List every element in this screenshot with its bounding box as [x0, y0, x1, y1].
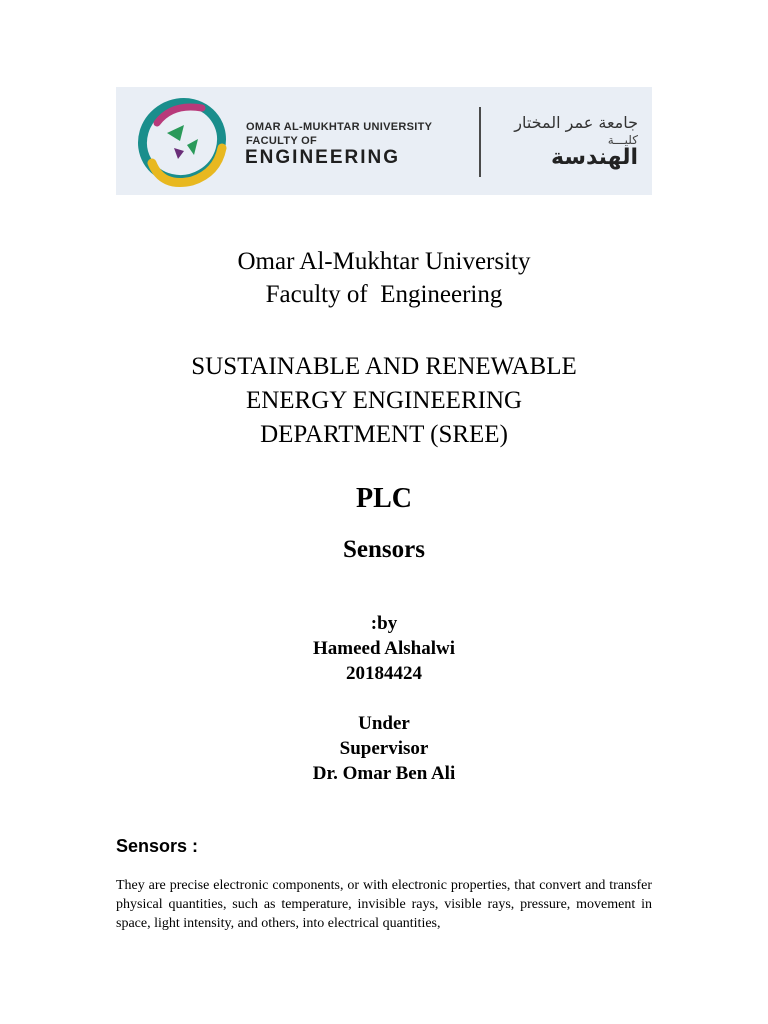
faculty-label-ar: كليـــة: [607, 133, 638, 147]
university-name: Omar Al-Mukhtar University: [237, 248, 531, 275]
university-emblem-icon: [132, 93, 232, 189]
under-label: Under: [358, 713, 410, 734]
department-line-1: SUSTAINABLE AND RENEWABLE: [191, 353, 577, 380]
university-name-ar: جامعة عمر المختار: [514, 113, 638, 132]
department-heading: [0, 350, 768, 452]
faculty-name: Faculty of Engineering: [265, 281, 503, 308]
author-name: Hameed Alshalwi: [313, 638, 455, 659]
report-topic: Sensors: [343, 536, 425, 563]
department-line-2: ENERGY ENGINEERING: [245, 387, 523, 414]
author-block: [0, 611, 768, 686]
section-body-paragraph: They are precise electronic components, or with electronic properties, that convert and transfer physical quantities, such as temperature, invisible rays, visible rays, pressure, movement in space, light intensity, and others, into electrical quantities,: [116, 878, 652, 931]
department-line-3: DEPARTMENT (SREE): [260, 421, 508, 448]
faculty-label-en: FACULTY OF: [246, 135, 318, 147]
engineering-label-en: ENGINEERING: [245, 147, 401, 168]
banner-divider: [479, 107, 481, 177]
faculty-logo-banner: [116, 87, 652, 195]
supervisor-block: [0, 711, 768, 786]
section-heading: Sensors :: [116, 836, 199, 856]
university-name-en: OMAR AL-MUKHTAR UNIVERSITY: [246, 121, 433, 133]
by-label: :by: [370, 613, 398, 634]
engineering-label-ar: الهندسة: [551, 145, 638, 170]
institution-heading: [0, 245, 768, 311]
student-id: 20184424: [346, 663, 422, 684]
supervisor-name: Dr. Omar Ben Ali: [312, 763, 456, 784]
supervisor-label: Supervisor: [339, 738, 429, 759]
course-title: PLC: [356, 483, 412, 514]
